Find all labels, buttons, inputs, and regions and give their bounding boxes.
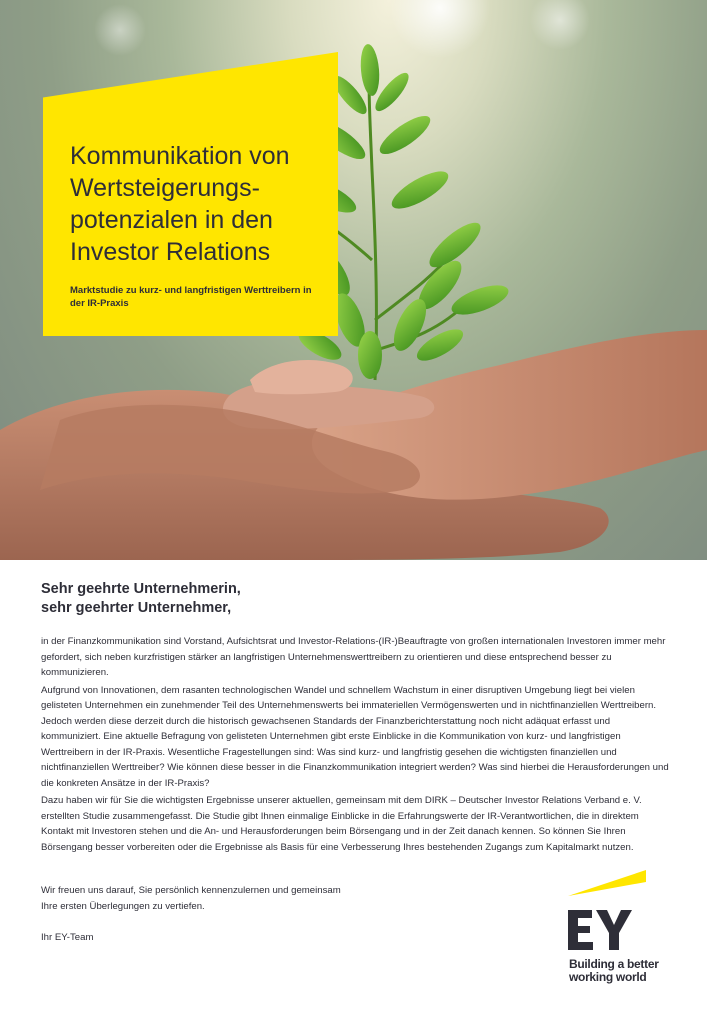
tagline-line-2: working world: [569, 970, 647, 984]
closing: [41, 883, 461, 914]
signature: Ihr EY-Team: [41, 932, 94, 943]
salutation-line-1: Sehr geehrte Unternehmerin,: [41, 581, 241, 597]
page-title: Kommunikation von Wertsteigerungs-potenzialen in den Investor Relations: [70, 142, 290, 266]
ey-logo: [568, 870, 688, 990]
letter-body: [41, 580, 671, 857]
paragraph: in der Finanzkommunikation sind Vorstand, Aufsichtsrat und Investor-Relations-(IR-)Beauftragte von großen internationalen Investoren immer mehr gefordert, sich neben kurzfristigen stärker an langfristigen Unternehmenswerttreibern zu orientieren und diese entsprechend besser zu kommunizieren.: [41, 636, 666, 678]
paragraph: Aufgrund von Innovationen, dem rasanten technologischen Wandel und schnellem Wachstum in einer disruptiven Umgebung liegt bei vielen gelisteten Unternehmen ein zunehmender Teil des Unternehmenswerts bei immateriellen Vermögenswerten und in nichtfinanziellen Werttreibern. Jedoch werden diese derzeit durch die historisch gewachsenen Standards der Finanzberichterstattung noch nicht adäquat erfasst und kommuniziert. Eine aktuelle Befragung von gelisteten Unternehmen gibt erste Einblicke in die Kommunikation von kurz- und langfristigen Werttreibern in der IR-Praxis. Wesentliche Fragestellungen sind: Was sind kurz- und langfristig gesehen die wichtigsten finanziellen und nichtfinanziellen Werttreiber? Wie können diese besser in die Finanzkommunikation integriert werden? Was sind hierbei die Herausforderungen und die konkreten Ansätze in der IR-Praxis?: [41, 684, 669, 789]
closing-line-2: Ihre ersten Überlegungen zu vertiefen.: [41, 900, 205, 912]
ey-logo-mark: [568, 870, 688, 956]
logo-beam-icon: [568, 870, 646, 896]
letter-paragraphs: [41, 634, 671, 855]
salutation: [41, 580, 671, 618]
paragraph: Dazu haben wir für Sie die wichtigsten Ergebnisse unserer aktuellen, gemeinsam mit dem DIRK – Deutscher Investor Relations Verband e. V. erstellten Studie zusammengefasst. Die Studie gibt Ihnen einmalige Einblicke in die Erfahrungswerte der IR-Verantwortlichen, die in direktem Kontakt mit Investoren stehen und die An- und Herausforderungen beim Börsengang und in der Zeit danach kennen. So können Sie Ihren Börsengang besser vorbereiten oder die Ergebnisse als Basis für eine Verbesserung Ihres bestehenden Zugangs zum Kapitalmarkt nutzen.: [41, 795, 642, 853]
page-subtitle: Marktstudie zu kurz- und langfristigen Werttreibern in der IR-Praxis: [70, 285, 312, 309]
salutation-line-2: sehr geehrter Unternehmer,: [41, 600, 232, 616]
logo-tagline: [569, 958, 689, 984]
closing-line-1: Wir freuen uns darauf, Sie persönlich kennenzulernen und gemeinsam: [41, 885, 341, 896]
tagline-line-1: Building a better: [569, 957, 659, 971]
